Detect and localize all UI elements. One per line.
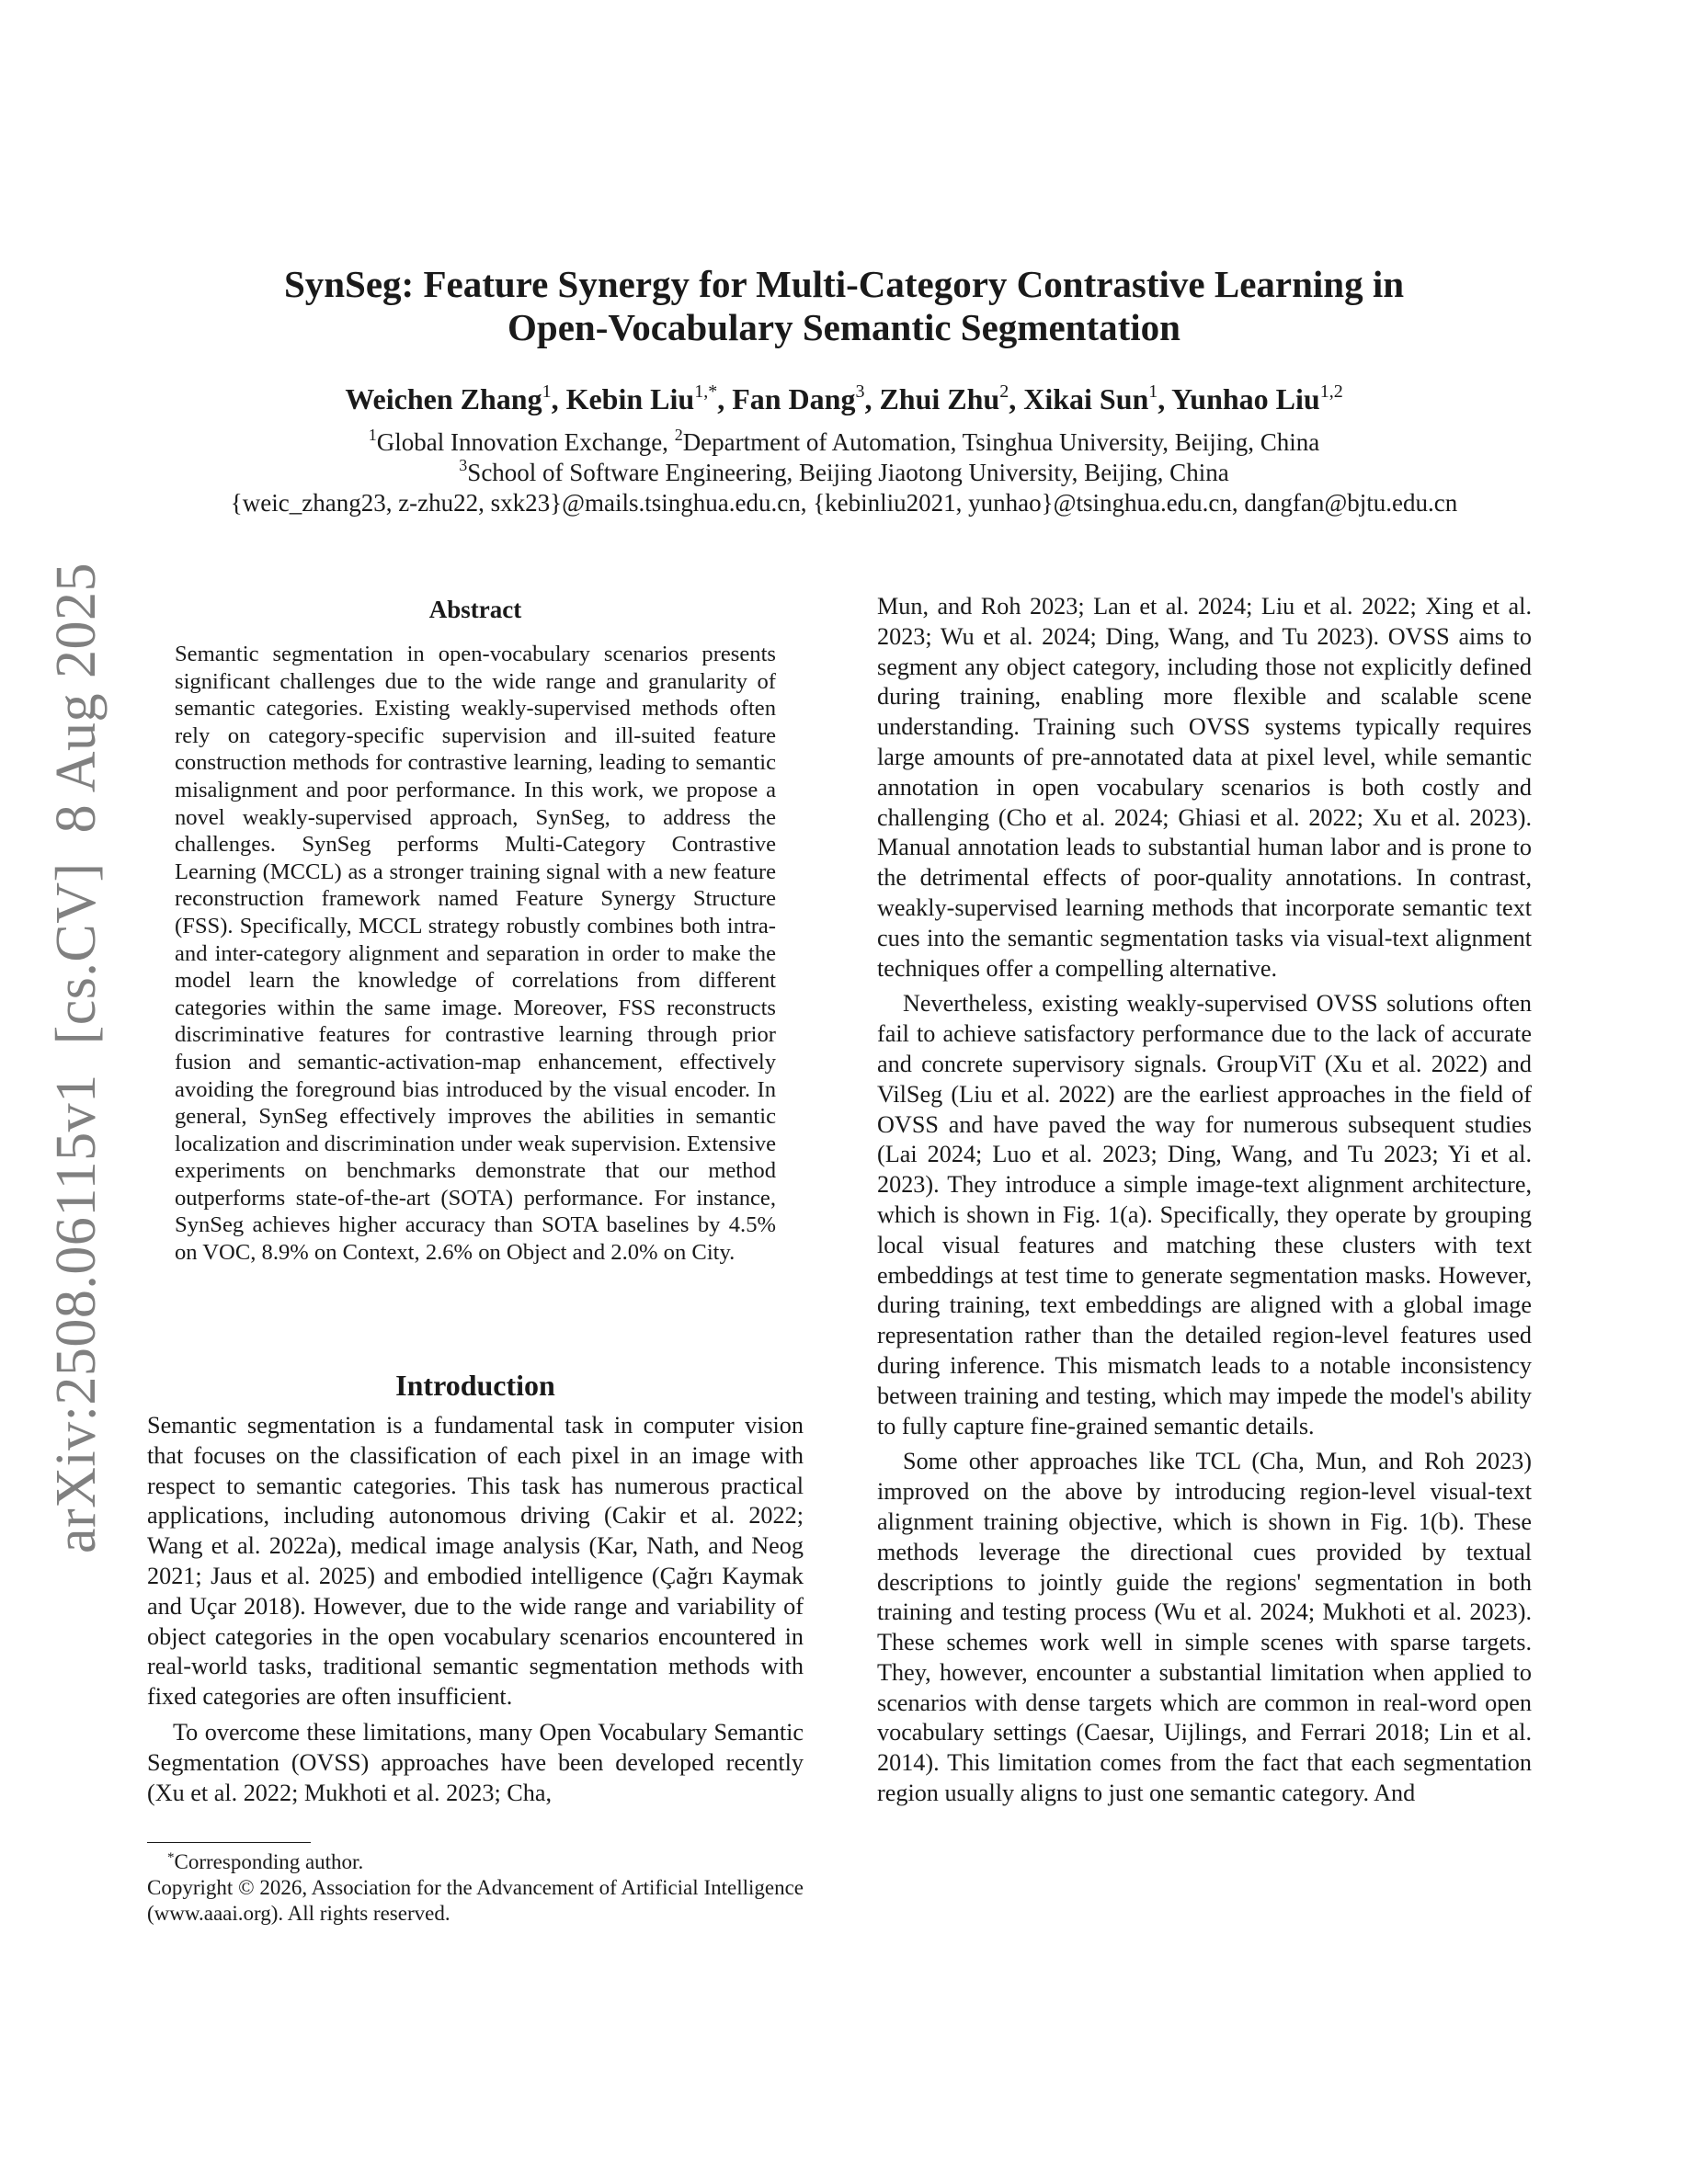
introduction-heading: Introduction	[395, 1369, 555, 1402]
abstract-heading: Abstract	[428, 596, 522, 623]
abstract-text: Semantic segmentation in open-vocabulary scenarios presents significant challenges due to the wide range and granularity of semantic categories. Existing weakly-supervised methods often rely on category-specific supervision and ill-suited feature construction methods for contrastive learning, leading to semantic misalignment and poor performance. In this work, we propose a novel weakly-supervised approach, SynSeg, to address the challenges. SynSeg performs Multi-Category Contrastive Learning (MCCL) as a stronger training signal with a new feature reconstruction framework named Feature Synergy Structure (FSS). Specifically, MCCL strategy robustly combines both intra- and inter-category alignment and separation in order to make the model learn the knowledge of correlations from different categories within the same image. Moreover, FSS reconstructs discriminative features for contrastive learning through prior fusion and semantic-activation-map enhancement, effectively avoiding the foreground bias introduced by the visual encoder. In general, SynSeg effectively improves the abilities in semantic localization and discrimination under weak supervision. Extensive experiments on benchmarks demonstrate that our method outperforms state-of-the-art (SOTA) performance. For instance, SynSeg achieves higher accuracy than SOTA baselines by 4.5% on VOC, 8.9% on Context, 2.6% on Object and 2.0% on City.	[175, 642, 776, 1266]
author-affiliation-mark: 1	[1148, 381, 1158, 402]
affiliation-text: School of Software Engineering, Beijing Jiaotong University, Beijing, China	[467, 459, 1229, 486]
author: Fan Dang	[732, 382, 856, 415]
intro-paragraph-1: Semantic segmentation is a fundamental task in computer vision that focuses on the classification of each pixel in an image with respect to semantic categories. This task has numerous practical applications, including autonomous driving (Cakir et al. 2022; Wang et al. 2022a), medical image analysis (Kar, Nath, and Neog 2021; Jaus et al. 2025) and embodied intelligence (Çağrı Kaymak and Uçar 2018). However, due to the wide range and variability of object categories in the open vocabulary scenarios encountered in real-world tasks, traditional semantic segmentation methods with fixed categories are often insufficient.	[147, 1412, 804, 1711]
affiliation-mark: 1	[368, 426, 377, 444]
author-affiliation-mark: 1,2	[1319, 381, 1343, 402]
corresponding-author-note	[147, 1849, 804, 1875]
author-affiliation-mark: 1	[542, 381, 552, 402]
title-line-1: SynSeg: Feature Synergy for Multi-Category Contrastive Learning in	[283, 263, 1405, 305]
right-column-body	[877, 592, 1532, 1809]
affiliation-text: Department of Automation, Tsinghua University, Beijing, China	[682, 428, 1320, 456]
author-affiliation-mark: 3	[855, 381, 865, 402]
author: Zhui Zhu	[879, 382, 1000, 415]
affiliation-mark: 2	[674, 426, 683, 444]
left-column-body	[147, 1411, 804, 1808]
intro-paragraph-2-continued: Mun, and Roh 2023; Lan et al. 2024; Liu et al. 2022; Xing et al. 2023; Wu et al. 2024; Ding, Wang, and Tu 2023). OVSS aims to segment any object category, including those not explicitly defined during training, enabling more flexible and scalable scene understanding. Training such OVSS systems typically requires large amounts of pre-annotated data at pixel level, while semantic annotation in open vocabulary scenarios is both costly and challenging (Cho et al. 2024; Ghiasi et al. 2022; Xu et al. 2023). Manual annotation leads to substantial human labor and is prone to the detrimental effects of poor-quality annotations. In contrast, weakly-supervised learning methods that incorporate semantic text cues into the semantic segmentation tasks via visual-text alignment techniques offer a compelling alternative.	[877, 593, 1532, 982]
author-emails: {weic_zhang23, z-zhu22, sxk23}@mails.tsinghua.edu.cn, {kebinliu2021, yunhao}@tsinghua.edu.cn, dangfan@bjtu.edu.cn	[230, 489, 1458, 517]
affiliation-mark: 3	[459, 456, 468, 474]
copyright-notice: Copyright © 2026, Association for the Advancement of Artificial Intelligence (www.aaai.org). All rights reserved.	[147, 1876, 804, 1925]
intro-paragraph-3: Nevertheless, existing weakly-supervised OVSS solutions often fail to achieve satisfactory performance due to the lack of accurate and concrete supervisory signals. GroupViT (Xu et al. 2022) and VilSeg (Liu et al. 2022) are the earliest approaches in the field of OVSS and have paved the way for numerous subsequent studies (Lai 2024; Luo et al. 2023; Ding, Wang, and Tu 2023; Yi et al. 2023). They introduce a simple image-text alignment architecture, which is shown in Fig. 1(a). Specifically, they operate by grouping local visual features and matching these clusters with text embeddings at test time to generate segmentation masks. However, during training, text embeddings are aligned with a global image representation rather than the detailed region-level features used during inference. This mismatch leads to a notable inconsistency between training and testing, which may impede the model's ability to fully capture fine-grained semantic details.	[877, 990, 1532, 1439]
author-affiliation-mark: 1,*	[694, 381, 718, 402]
intro-paragraph-4: Some other approaches like TCL (Cha, Mun, and Roh 2023) improved on the above by introducing region-level visual-text alignment training objective, which is shown in Fig. 1(b). These methods leverage the directional cues provided by textual descriptions to jointly guide the regions' segmentation in both training and testing process (Wu et al. 2024; Mukhoti et al. 2023). These schemes work well in simple scenes with sparse targets. They, however, encounter a substantial limitation when applied to scenarios with dense targets which are common in real-word open vocabulary settings (Caesar, Uijlings, and Ferrari 2018; Lin et al. 2014). This limitation comes from the fact that each segmentation region usually aligns to just one semantic category. And	[877, 1448, 1532, 1807]
intro-paragraph-2: To overcome these limitations, many Open Vocabulary Semantic Segmentation (OVSS) approaches have been developed recently (Xu et al. 2022; Mukhoti et al. 2023; Cha,	[147, 1718, 804, 1806]
footnote-mark: *	[167, 1850, 175, 1865]
affiliation-line-1	[147, 427, 1541, 458]
author-affiliation-mark: 2	[999, 381, 1009, 402]
author: Yunhao Liu	[1171, 382, 1320, 415]
affiliation-text: Global Innovation Exchange,	[376, 428, 675, 456]
footnote-divider	[147, 1842, 311, 1843]
arxiv-identifier: arXiv:2508.06115v1 [cs.CV] 8 Aug 2025	[45, 562, 108, 1553]
footnote	[147, 1849, 804, 1927]
title-line-2: Open-Vocabulary Semantic Segmentation	[508, 306, 1180, 348]
author: Kebin Liu	[565, 382, 695, 415]
footnote-text: Corresponding author.	[174, 1850, 364, 1873]
author: Weichen Zhang	[345, 382, 542, 415]
author: Xikai Sun	[1023, 382, 1149, 415]
paper-title	[147, 263, 1541, 349]
affiliation-line-2	[147, 458, 1541, 488]
author-list: Weichen Zhang$^1$, Kebin Liu$^{1,*}$, Fan Dang$^3$, Zhui Zhu$^2$, Xikai Sun$^1$, Yunhao Liu$^{1,2}$	[345, 381, 1343, 415]
